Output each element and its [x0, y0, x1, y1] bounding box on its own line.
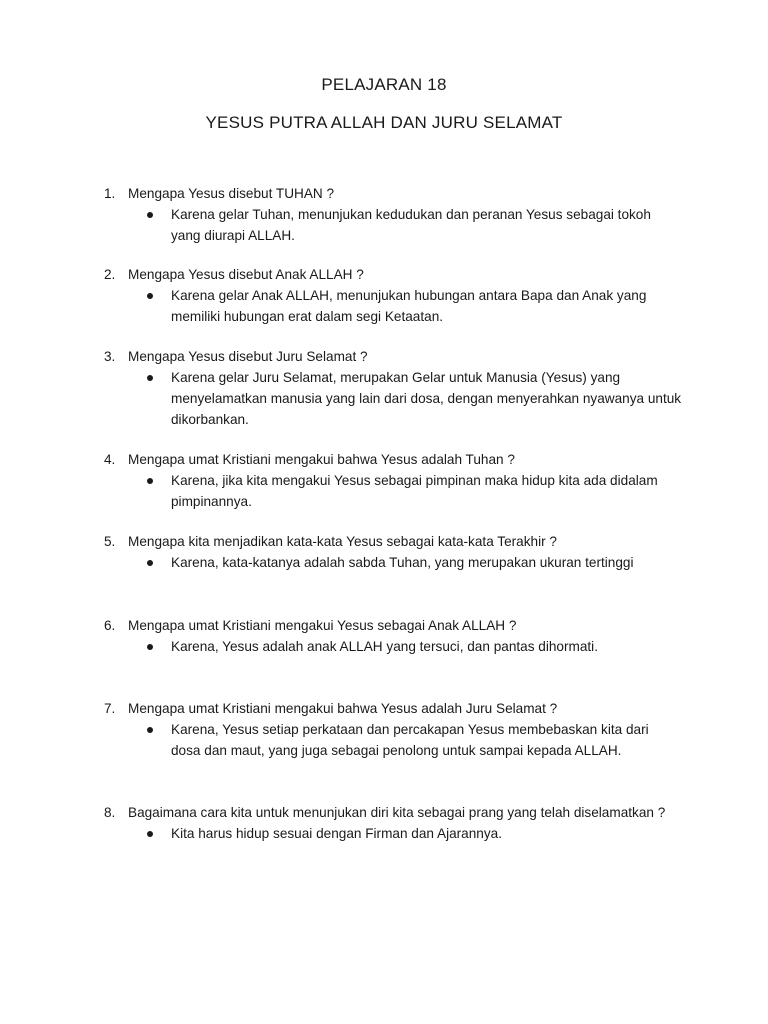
question-text: Mengapa umat Kristiani mengakui bahwa Yesus adalah Tuhan ?: [128, 452, 515, 467]
answer-text: Karena gelar Tuhan, menunjukan kedudukan dan peranan Yesus sebagai tokoh yang diurapi ALLAH.: [171, 207, 651, 243]
page-subtitle: YESUS PUTRA ALLAH DAN JURU SELAMAT: [205, 113, 563, 132]
answer-text: Karena, Yesus setiap perkataan dan percakapan Yesus membebaskan kita dari dosa dan maut, yang juga sebagai penolong untuk sampai kepada ALLAH.: [171, 722, 649, 758]
question-number: 2.: [104, 267, 116, 282]
bullet-icon: [147, 727, 153, 733]
question-text: Mengapa Yesus disebut Juru Selamat ?: [128, 349, 368, 364]
question-text: Mengapa Yesus disebut TUHAN ?: [128, 186, 335, 201]
question-text: Mengapa Yesus disebut Anak ALLAH ?: [128, 267, 364, 282]
answer-text: Kita harus hidup sesuai dengan Firman dan Ajarannya.: [171, 826, 502, 841]
bullet-icon: [147, 478, 153, 484]
bullet-icon: [147, 560, 153, 566]
question-text: Bagaimana cara kita untuk menunjukan diri kita sebagai prang yang telah diselamatkan ?: [128, 805, 666, 820]
question-number: 7.: [104, 701, 116, 716]
qa-item-4: [0, 449, 768, 512]
qa-item-1: [0, 183, 768, 246]
bullet-icon: [147, 375, 153, 381]
question-number: 6.: [104, 618, 116, 633]
answer-text: Karena, jika kita mengakui Yesus sebagai pimpinan maka hidup kita ada didalam pimpinannya.: [171, 473, 658, 509]
question-text: Mengapa umat Kristiani mengakui bahwa Yesus adalah Juru Selamat ?: [128, 701, 558, 716]
qa-item-8: [0, 802, 768, 844]
question-number: 3.: [104, 349, 116, 364]
bullet-icon: [147, 212, 153, 218]
qa-item-3: [0, 346, 768, 430]
answer-text: Karena gelar Anak ALLAH, menunjukan hubungan antara Bapa dan Anak yang memiliki hubungan erat dalam segi Ketaatan.: [171, 288, 647, 324]
question-number: 4.: [104, 452, 116, 467]
qa-item-7: [0, 698, 768, 761]
answer-text: Karena, Yesus adalah anak ALLAH yang tersuci, dan pantas dihormati.: [171, 639, 598, 654]
question-text: Mengapa kita menjadikan kata-kata Yesus sebagai kata-kata Terakhir ?: [128, 534, 557, 549]
qa-item-2: [0, 264, 768, 327]
qa-item-5: [0, 531, 768, 573]
bullet-icon: [147, 293, 153, 299]
answer-text: Karena gelar Juru Selamat, merupakan Gelar untuk Manusia (Yesus) yang menyelamatkan manusia yang lain dari dosa, dengan menyerahkan nyawanya untuk dikorbankan.: [171, 370, 682, 427]
answer-text: Karena, kata-katanya adalah sabda Tuhan, yang merupakan ukuran tertinggi: [171, 555, 634, 570]
question-number: 8.: [104, 805, 116, 820]
page-title: PELAJARAN 18: [321, 75, 447, 94]
qa-item-6: [0, 615, 768, 657]
bullet-icon: [147, 644, 153, 650]
question-number: 5.: [104, 534, 116, 549]
question-number: 1.: [104, 186, 116, 201]
bullet-icon: [147, 831, 153, 837]
question-text: Mengapa umat Kristiani mengakui Yesus sebagai Anak ALLAH ?: [128, 618, 517, 633]
